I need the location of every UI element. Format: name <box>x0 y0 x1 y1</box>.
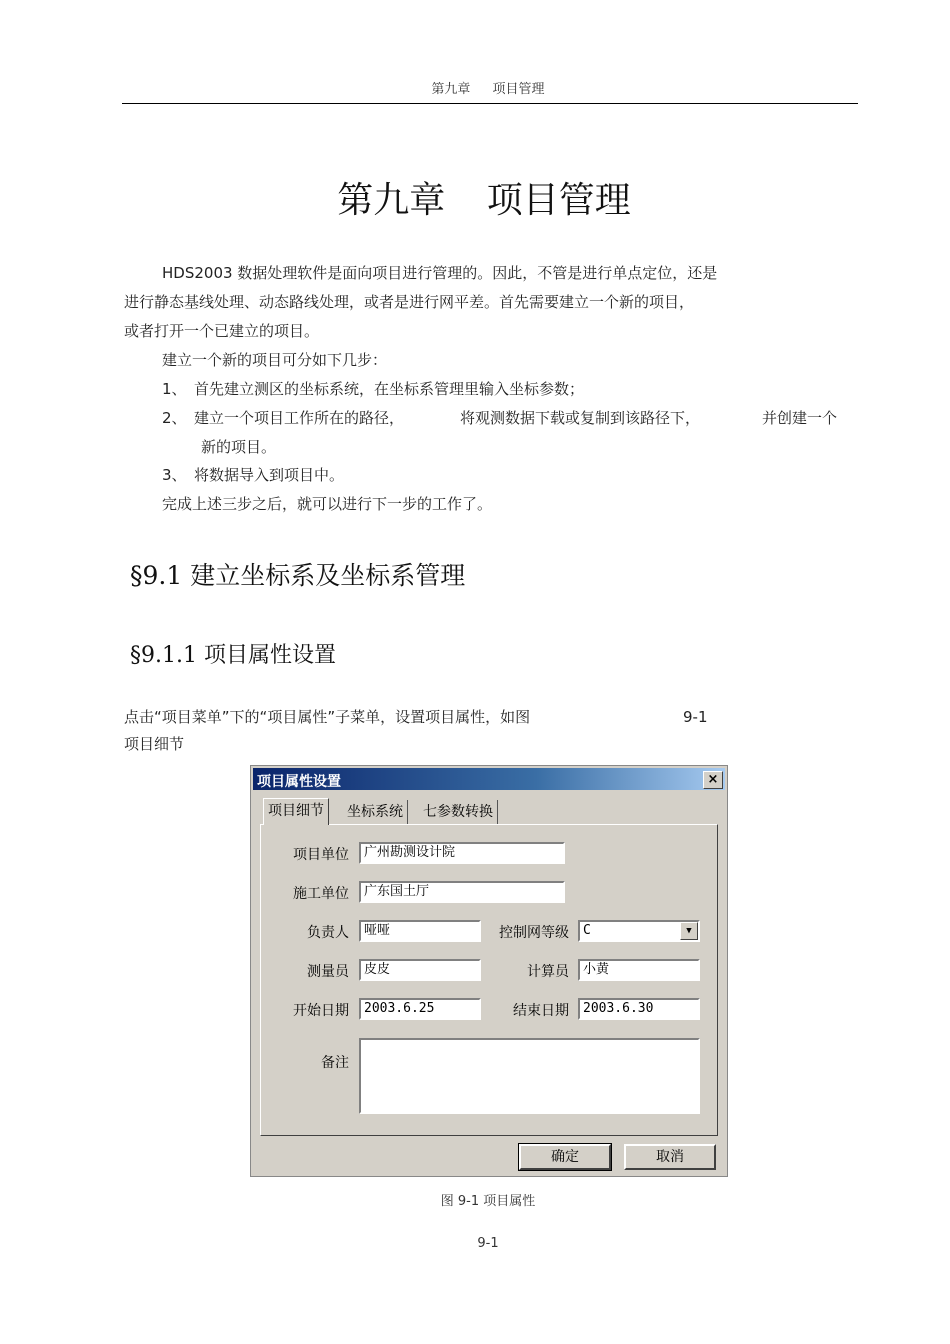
label-surveyor: 测量员 <box>307 964 349 980</box>
label-note: 备注 <box>321 1055 349 1071</box>
project-unit-field[interactable]: 广州勘测设计院 <box>359 842 565 864</box>
note-textarea[interactable] <box>359 1038 700 1114</box>
step-3-text: 将数据导入到项目中。 <box>194 466 345 484</box>
header-rule <box>122 103 858 104</box>
dialog-titlebar[interactable] <box>253 768 725 790</box>
network-grade-value: C <box>583 923 591 938</box>
surveyor-field[interactable]: 皮皮 <box>359 959 481 981</box>
tab-seven-parameter[interactable]: 七参数转换 <box>419 800 498 824</box>
owner-field[interactable]: 哑哑 <box>359 920 481 942</box>
body-line-1: 点击“项目菜单”下的“项目属性”子菜单，设置项目属性，如图 <box>124 708 531 726</box>
tab-coordinate-system[interactable]: 坐标系统 <box>343 800 408 824</box>
body-line-2: 项目细节 <box>124 735 185 753</box>
section-title: §9.1 建立坐标系及坐标系管理 <box>130 561 466 590</box>
ok-button[interactable]: 确定 <box>519 1144 611 1170</box>
cancel-button[interactable]: 取消 <box>624 1144 716 1170</box>
intro-line-2: 进行静态基线处理、动态路线处理，或者是进行网平差。首先需要建立一个新的项目， <box>124 293 695 311</box>
label-network-grade: 控制网等级 <box>499 925 569 941</box>
chevron-down-icon[interactable]: ▼ <box>680 922 698 940</box>
label-start-date: 开始日期 <box>293 1003 349 1019</box>
end-date-field[interactable]: 2003.6.30 <box>578 998 700 1020</box>
builder-unit-field[interactable]: 广东国土厅 <box>359 881 565 903</box>
step-2-text: 建立一个项目工作所在的路径， <box>194 409 405 427</box>
label-builder-unit: 施工单位 <box>293 886 349 902</box>
start-date-field[interactable]: 2003.6.25 <box>359 998 481 1020</box>
chapter-title: 第九章 项目管理 <box>337 180 631 221</box>
step-2-text-b: 将观测数据下载或复制到该路径下， <box>460 409 701 427</box>
project-properties-dialog <box>250 765 728 1177</box>
step-2-cont: 新的项目。 <box>201 438 277 456</box>
figure-caption: 图 9-1 项目属性 <box>440 1194 536 1209</box>
page-number: 9-1 <box>477 1236 499 1251</box>
intro-line-1: HDS2003 数据处理软件是面向项目进行管理的。因此，不管是进行单点定位，还是 <box>162 264 718 282</box>
label-project-unit: 项目单位 <box>293 847 349 863</box>
calculator-field[interactable]: 小黄 <box>578 959 700 981</box>
subsection-title: §9.1.1 项目属性设置 <box>130 643 336 668</box>
step-2-num: 2、 <box>162 409 187 427</box>
label-calculator: 计算员 <box>527 964 569 980</box>
label-end-date: 结束日期 <box>513 1003 569 1019</box>
step-1-text: 首先建立测区的坐标系统，在坐标系管理里输入坐标参数； <box>194 380 585 398</box>
step-2-text-c: 并创建一个 <box>762 409 838 427</box>
network-grade-select[interactable] <box>578 920 700 942</box>
steps-intro: 建立一个新的项目可分如下几步： <box>162 351 388 369</box>
step-1-num: 1、 <box>162 380 187 398</box>
close-icon[interactable]: × <box>703 771 723 789</box>
label-owner: 负责人 <box>307 925 349 941</box>
tab-project-details[interactable]: 项目细节 <box>263 798 329 825</box>
intro-line-3: 或者打开一个已建立的项目。 <box>124 322 320 340</box>
dialog-title: 项目属性设置 <box>257 774 341 790</box>
body-figure-ref: 9-1 <box>683 708 708 726</box>
step-3-num: 3、 <box>162 466 187 484</box>
running-header: 第九章 项目管理 <box>431 82 545 97</box>
conclusion: 完成上述三步之后，就可以进行下一步的工作了。 <box>162 495 493 513</box>
